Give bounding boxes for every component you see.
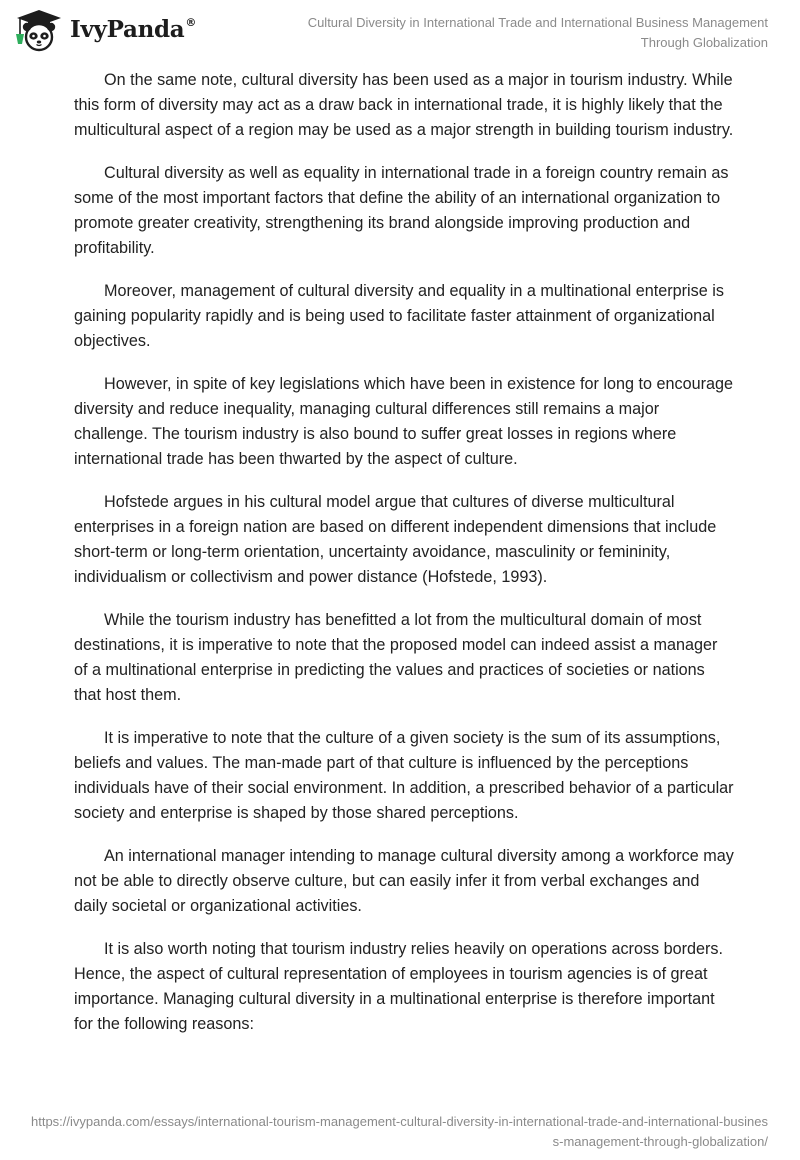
paragraph: It is also worth noting that tourism industry relies heavily on operations across borders. Hence, the aspect of cultural representation of employees in tourism agencies is of great importance. Managing cultural diversity in a multinational enterprise is therefore important for the following reasons: [74, 940, 724, 1033]
paragraph: Moreover, management of cultural diversity and equality in a multinational enterprise is gaining popularity rapidly and is being used to facilitate faster attainment of organizational objectives. [74, 282, 724, 350]
paragraph: Hofstede argues in his cultural model argue that cultures of diverse multicultural enterprises in a foreign nation are based on different independent dimensions that include short-term or long-term orientation, uncertainty avoidance, masculinity or femininity, individualism or collectivism and power distance (Hofstede, 1993). [74, 493, 717, 586]
paragraph: An international manager intending to manage cultural diversity among a workforce may not be able to directly observe culture, but can easily infer it from verbal exchanges and daily societal or organizational activities. [74, 847, 734, 915]
registered-mark: ® [185, 15, 197, 29]
document-title: Cultural Diversity in International Trade and International Business Management Through Globalization [307, 15, 768, 50]
source-url[interactable]: https://ivypanda.com/essays/international-tourism-management-cultural-diversity-in-international-trade-and-international-business-management-through-globalization/ [30, 1114, 768, 1149]
brand-logo[interactable] [14, 8, 196, 52]
essay-body [74, 68, 734, 1055]
paragraph: However, in spite of key legislations which have been in existence for long to encourage diversity and reduce inequality, managing cultural differences still remains a major challenge. The tourism industry is also bound to suffer great losses in regions where international trade has been thwarted by the aspect of culture. [74, 375, 733, 468]
paragraph: It is imperative to note that the culture of a given society is the sum of its assumptions, beliefs and values. The man-made part of that culture is influenced by the perceptions individuals have of their social environment. In addition, a prescribed behavior of a particular society and enterprise is shaped by those shared perceptions. [74, 729, 734, 822]
paragraph: Cultural diversity as well as equality in international trade in a foreign country remain as some of the most important factors that define the ability of an international organization to promote greater creativity, strengthening its brand alongside improving production and profitability. [74, 164, 729, 257]
page-header [0, 0, 800, 60]
paragraph: While the tourism industry has benefitted a lot from the multicultural domain of most destinations, it is imperative to note that the proposed model can indeed assist a manager of a multinational enterprise in predicting the values and practices of societies or nations that host them. [74, 611, 718, 704]
brand-name: IvyPanda® [70, 15, 197, 43]
panda-graduation-cap-logo-icon [14, 8, 64, 52]
paragraph: On the same note, cultural diversity has been used as a major in tourism industry. While this form of diversity may act as a draw back in international trade, it is highly likely that the multicultural aspect of a region may be used as a major strength in building tourism industry. [74, 71, 734, 139]
